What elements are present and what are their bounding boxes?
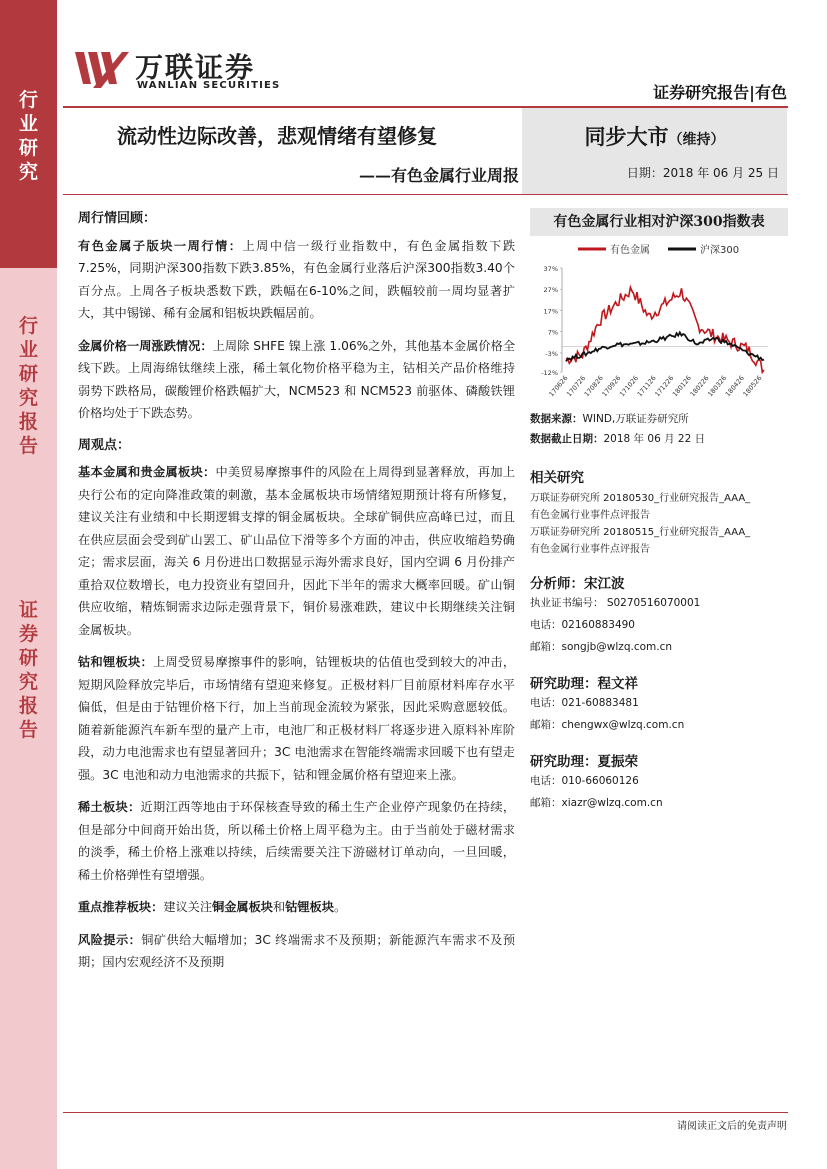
assistant2-heading: 研究助理：夏振荣 xyxy=(530,754,638,770)
x-tick-label: 180326 xyxy=(706,374,729,399)
paragraph-base-precious-metals: 基本金属和贵金属板块：中美贸易摩擦事件的风险在上周得到显著释放，再加上央行公布的定向降准政策的刺激，基本金属板块市场情绪短期预计将有所修复，建议关注有业绩和中长期逻辑支撑的铜金属板块。全球矿铜供应高峰已过，而且在供应层面会受到矿山罢工、矿山品位下滑等多个方面的冲击，供应收缩趋势确定；需求层面，海关 6 月份进出口数据显示海外需求良好，国内空调 6 月份排产重拾双位数增长，电力投资业有望回升，因此下半年的需求大概率回暖。矿山铜供应收缩，精炼铜需求边际走强背景下，铜价易涨难跌，建议中长期继续关注铜金属板块。 xyxy=(78,465,516,637)
series-line-1 xyxy=(566,332,764,361)
x-tick-label: 170626 xyxy=(547,374,570,399)
paragraph-metal-prices: 金属价格一周涨跌情况：上周除 SHFE 镍上涨 1.06%之外，其他基本金属价格全线下跌。上周海绵钛继续上涨，稀土氧化物价格平稳为主，钴相关产品价格维持弱势下跌格局，碳酸锂价格跌幅扩大，NCM523 和 NCM523 前驱体、磷酸铁锂价格均处于下跌态势。 xyxy=(78,338,516,420)
x-tick-label: 171026 xyxy=(617,374,641,399)
sidebar-label-securities-report: 证 券 研 究 报 告 xyxy=(18,599,38,741)
assistant1-email[interactable]: 邮箱：chengwx@wlzq.com.cn xyxy=(530,719,685,731)
main-content xyxy=(78,208,515,984)
right-sidebar-panel xyxy=(530,208,788,814)
related-research-item[interactable]: 有色金属行业事件点评报告 xyxy=(530,544,650,555)
assistant2-phone: 电话：010-66060126 xyxy=(530,775,639,787)
paragraph-rare-earth: 稀土板块：近期江西等地由于环保核查导致的稀土生产企业停产现象仍在持续，但是部分中间商开始出货，所以稀土价格上周平稳为主。由于当前处于磁材需求的淡季，稀土价格上涨难以持续，后续需要关注下游磁材订单动向，一旦回暖，稀土价格弹性有望增强。 xyxy=(78,800,516,882)
left-sidebar xyxy=(0,0,57,1169)
footer-disclaimer[interactable]: 请阅读正文后的免责声明 xyxy=(677,1121,787,1132)
x-tick-label: 180526 xyxy=(741,374,764,399)
y-tick-label: -3% xyxy=(545,349,558,358)
assistant1-contact xyxy=(530,692,788,736)
footer-divider xyxy=(63,1112,788,1113)
report-date: 日期：2018 年 06 月 25 日 xyxy=(626,166,779,180)
y-tick-label: 27% xyxy=(543,286,558,295)
y-tick-label: -12% xyxy=(541,369,558,377)
legend-label-0: 有色金属 xyxy=(610,245,650,256)
report-subtitle: ——有色金属行业周报 xyxy=(358,166,519,185)
report-type: 证券研究报告|有色 xyxy=(653,83,787,102)
x-tick-label: 171126 xyxy=(635,374,658,399)
relative-index-chart xyxy=(530,238,788,410)
chart-title: 有色金属行业相对沪深300指数表 xyxy=(530,208,788,236)
related-research-item[interactable]: 万联证券研究所 20180515_行业研究报告_AAA_ xyxy=(530,527,751,538)
related-research-heading: 相关研究 xyxy=(530,470,584,486)
analyst-phone: 电话：02160883490 xyxy=(530,619,635,631)
paragraph-recommended-sectors: 重点推荐板块：建议关注铜金属板块和钴锂板块。 xyxy=(78,900,347,914)
y-tick-label: 7% xyxy=(547,328,558,337)
title-divider xyxy=(63,194,788,195)
x-tick-label: 170826 xyxy=(582,374,605,399)
rating: 同步大市（维持） xyxy=(584,124,725,149)
section-heading-weekly-view: 周观点： xyxy=(78,437,131,453)
paragraph-sub-sector-performance: 有色金属子版块一周行情：上周中信一级行业指数中，有色金属指数下跌7.25%，同期沪深300指数下跌3.85%，有色金属行业落后沪深300指数3.40个百分点。上周各子板块悉数下跌，跌幅在6-10%之间，跌幅较前一周均显著扩大，其中锡锑、稀有金属和铝板块跌幅居前。 xyxy=(78,238,516,320)
sidebar-label-industry-research: 行 业 研 究 xyxy=(18,89,38,183)
x-tick-label: 170926 xyxy=(600,374,623,399)
assistant1-heading: 研究助理：程文祥 xyxy=(530,676,638,692)
series-line-0 xyxy=(566,287,764,372)
assistant1-phone: 电话：021-60883481 xyxy=(530,697,639,709)
analyst-license: 执业证书编号： S0270516070001 xyxy=(530,597,701,609)
report-title: 流动性边际改善，悲观情绪有望修复 xyxy=(117,124,437,148)
rating-box xyxy=(522,108,787,194)
rating-note: （维持） xyxy=(668,132,725,148)
x-tick-label: 180126 xyxy=(670,374,693,399)
y-tick-label: 17% xyxy=(543,307,558,316)
assistant2-contact xyxy=(530,770,788,814)
analyst-contact xyxy=(530,592,788,658)
paragraph-risk-warning: 风险提示：铜矿供给大幅增加；3C 终端需求不及预期；新能源汽车需求不及预期；国内宏观经济不及预期 xyxy=(78,932,516,969)
related-research-item[interactable]: 万联证券研究所 20180530_行业研究报告_AAA_ xyxy=(530,493,751,504)
data-source: 数据来源：WIND,万联证券研究所 xyxy=(530,413,689,425)
related-research-item[interactable]: 有色金属行业事件点评报告 xyxy=(530,510,650,521)
x-tick-label: 171226 xyxy=(653,374,676,399)
legend-label-1: 沪深300 xyxy=(700,245,740,256)
data-cutoff-date: 数据截止日期：2018 年 06 月 22 日 xyxy=(530,433,706,445)
x-tick-label: 180426 xyxy=(723,374,746,399)
logo-english-text: WANLIAN SECURITIES xyxy=(137,80,281,91)
wanlian-logo-icon xyxy=(75,48,129,92)
paragraph-cobalt-lithium: 钴和锂板块：上周受贸易摩擦事件的影响，钴锂板块的估值也受到较大的冲击，短期风险释放完毕后，市场情绪有望迎来修复。正极材料厂目前原材料库存水平偏低，但是由于钴锂价格下行，加上当前现金流较为紧张，因此采购意愿较低。随着新能源汽车新车型的量产上市，电池厂和正极材料厂将逐步进入原料补库阶段，动力电池需求也有望显著回升；3C 电池需求在智能终端需求回暖下也有望走强。3C 电池和动力电池需求的共振下，钴和锂金属价格有望迎来上涨。 xyxy=(78,655,516,782)
logo-chinese-text: 万联证券 xyxy=(135,51,256,84)
section-heading-weekly-review: 周行情回顾： xyxy=(78,211,157,226)
analyst-email[interactable]: 邮箱：songjb@wlzq.com.cn xyxy=(530,641,673,653)
sidebar-label-industry-report: 行 业 研 究 报 告 xyxy=(18,315,38,457)
analyst-heading: 分析师：宋江波 xyxy=(530,576,625,592)
assistant2-email[interactable]: 邮箱：xiazr@wlzq.com.cn xyxy=(530,797,663,809)
x-tick-label: 180226 xyxy=(688,374,711,399)
related-research-list xyxy=(530,490,788,558)
y-tick-label: 37% xyxy=(543,265,558,273)
x-tick-label: 170726 xyxy=(565,374,588,399)
